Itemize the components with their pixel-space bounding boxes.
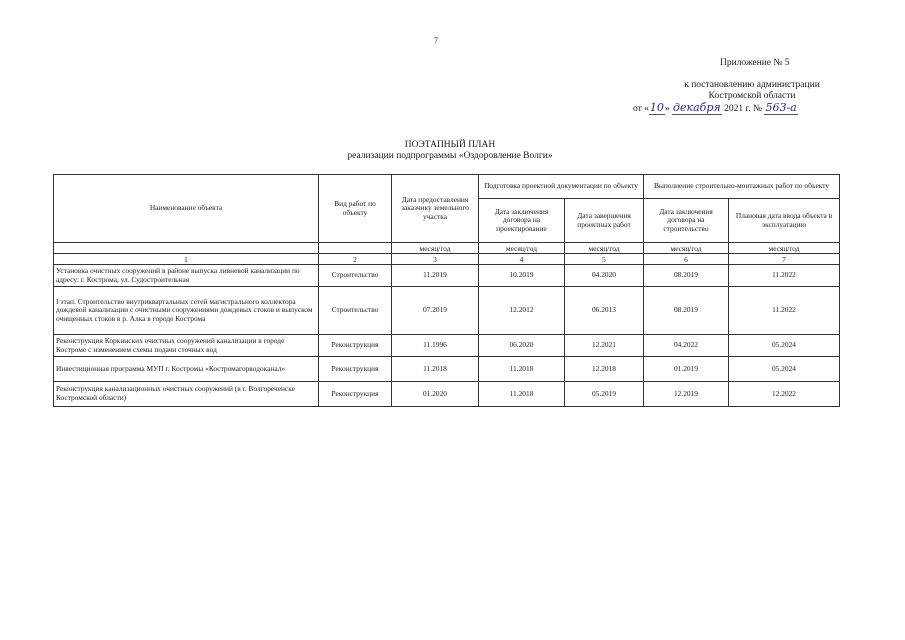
table-row xyxy=(54,265,840,287)
work-type: Реконструкция xyxy=(319,335,392,357)
column-number: 7 xyxy=(729,254,840,265)
build-contract-date: 04.2022 xyxy=(644,335,729,357)
page-number: 7 xyxy=(434,36,438,45)
date-year: 2021 г. № xyxy=(724,104,763,114)
design-contract-date: 10.2019 xyxy=(479,265,565,287)
column-number: 2 xyxy=(319,254,392,265)
design-done-date: 12.2021 xyxy=(565,335,644,357)
header-land-date: Дата предоставления заказчику земельного участка xyxy=(392,175,479,243)
unit-cell: месяц/год xyxy=(644,243,729,254)
land-date: 11.2018 xyxy=(392,357,479,382)
date-prefix: от « xyxy=(633,104,649,114)
unit-cell: месяц/год xyxy=(479,243,565,254)
table-row xyxy=(54,357,840,382)
header-design-done: Дата завершения проектных работ xyxy=(565,199,644,243)
design-contract-date: 06.2020 xyxy=(479,335,565,357)
land-date: 07.2019 xyxy=(392,287,479,335)
commission-date: 05.2024 xyxy=(729,357,840,382)
header-build-group: Выполнение строительно-монтажных работ по объекту xyxy=(644,175,840,199)
decree-reference: к постановлению администрации xyxy=(684,80,820,90)
date-month: декабря xyxy=(673,101,721,114)
column-number: 3 xyxy=(392,254,479,265)
build-contract-date: 12.2019 xyxy=(644,382,729,407)
table-row xyxy=(54,382,840,407)
design-contract-date: 12.2012 xyxy=(479,287,565,335)
decree-number: 563-а xyxy=(765,101,797,114)
design-done-date: 12.2018 xyxy=(565,357,644,382)
build-contract-date: 01.2019 xyxy=(644,357,729,382)
decree-date-line xyxy=(633,102,798,115)
object-name: Реконструкция Коркинских очистных сооружений канализации в городе Костроме с изменением схемы подачи сточных вод xyxy=(54,335,319,357)
build-contract-date: 08.2019 xyxy=(644,265,729,287)
header-build-contract: Дата заключения договора на строительство xyxy=(644,199,729,243)
plan-title xyxy=(300,140,600,162)
object-name: I этап. Строительство внутриквартальных сетей магистрального коллектора дождевой канализации с очистными сооружениями дождевых стоков и выпуском очищенных стоков в р. Алка в городе Кострома xyxy=(54,287,319,335)
unit-cell: месяц/год xyxy=(729,243,840,254)
object-name: Установка очистных сооружений в районе выпуска ливневой канализации по адресу: г. Кострома, ул. Судостроительная xyxy=(54,265,319,287)
table-row xyxy=(54,287,840,335)
units-row xyxy=(54,243,840,254)
date-day: 10 xyxy=(649,101,664,114)
header-object: Наименование объекта xyxy=(54,175,319,243)
design-contract-date: 11.2018 xyxy=(479,382,565,407)
column-number: 5 xyxy=(565,254,644,265)
column-numbers-row xyxy=(54,254,840,265)
design-done-date: 05.2019 xyxy=(565,382,644,407)
appendix-label: Приложение № 5 xyxy=(720,58,790,68)
commission-date: 11.2022 xyxy=(729,287,840,335)
plan-table xyxy=(53,174,840,407)
land-date: 01.2020 xyxy=(392,382,479,407)
design-done-date: 06.2013 xyxy=(565,287,644,335)
plan-title-sub: реализации подпрограммы «Оздоровление Волги» xyxy=(347,151,553,161)
header-design-contract: Дата заключения договора на проектирование xyxy=(479,199,565,243)
work-type: Строительство xyxy=(319,265,392,287)
unit-cell xyxy=(319,243,392,254)
header-work-type: Вид работ по объекту xyxy=(319,175,392,243)
decree-region: Костромской области xyxy=(708,91,796,101)
work-type: Строительство xyxy=(319,287,392,335)
column-number: 1 xyxy=(54,254,319,265)
land-date: 11.1996 xyxy=(392,335,479,357)
header-commission: Плановая дата ввода объекта в эксплуатацию xyxy=(729,199,840,243)
unit-cell xyxy=(54,243,319,254)
table-row xyxy=(54,335,840,357)
work-type: Реконструкция xyxy=(319,357,392,382)
work-type: Реконструкция xyxy=(319,382,392,407)
column-number: 4 xyxy=(479,254,565,265)
design-done-date: 04.2020 xyxy=(565,265,644,287)
commission-date: 11.2022 xyxy=(729,265,840,287)
unit-cell: месяц/год xyxy=(565,243,644,254)
build-contract-date: 08.2019 xyxy=(644,287,729,335)
plan-title-main: ПОЭТАПНЫЙ ПЛАН xyxy=(404,140,496,150)
commission-date: 12.2022 xyxy=(729,382,840,407)
commission-date: 05.2024 xyxy=(729,335,840,357)
unit-cell: месяц/год xyxy=(392,243,479,254)
date-mid: » xyxy=(664,104,670,114)
object-name: Реконструкция канализационных очистных сооружений (в г. Волгореченске Костромской области) xyxy=(54,382,319,407)
object-name: Инвестиционная программа МУП г. Костромы «Костромагорводоканал» xyxy=(54,357,319,382)
design-contract-date: 11.2018 xyxy=(479,357,565,382)
land-date: 11.2019 xyxy=(392,265,479,287)
column-number: 6 xyxy=(644,254,729,265)
header-design-group: Подготовка проектной документации по объекту xyxy=(479,175,644,199)
